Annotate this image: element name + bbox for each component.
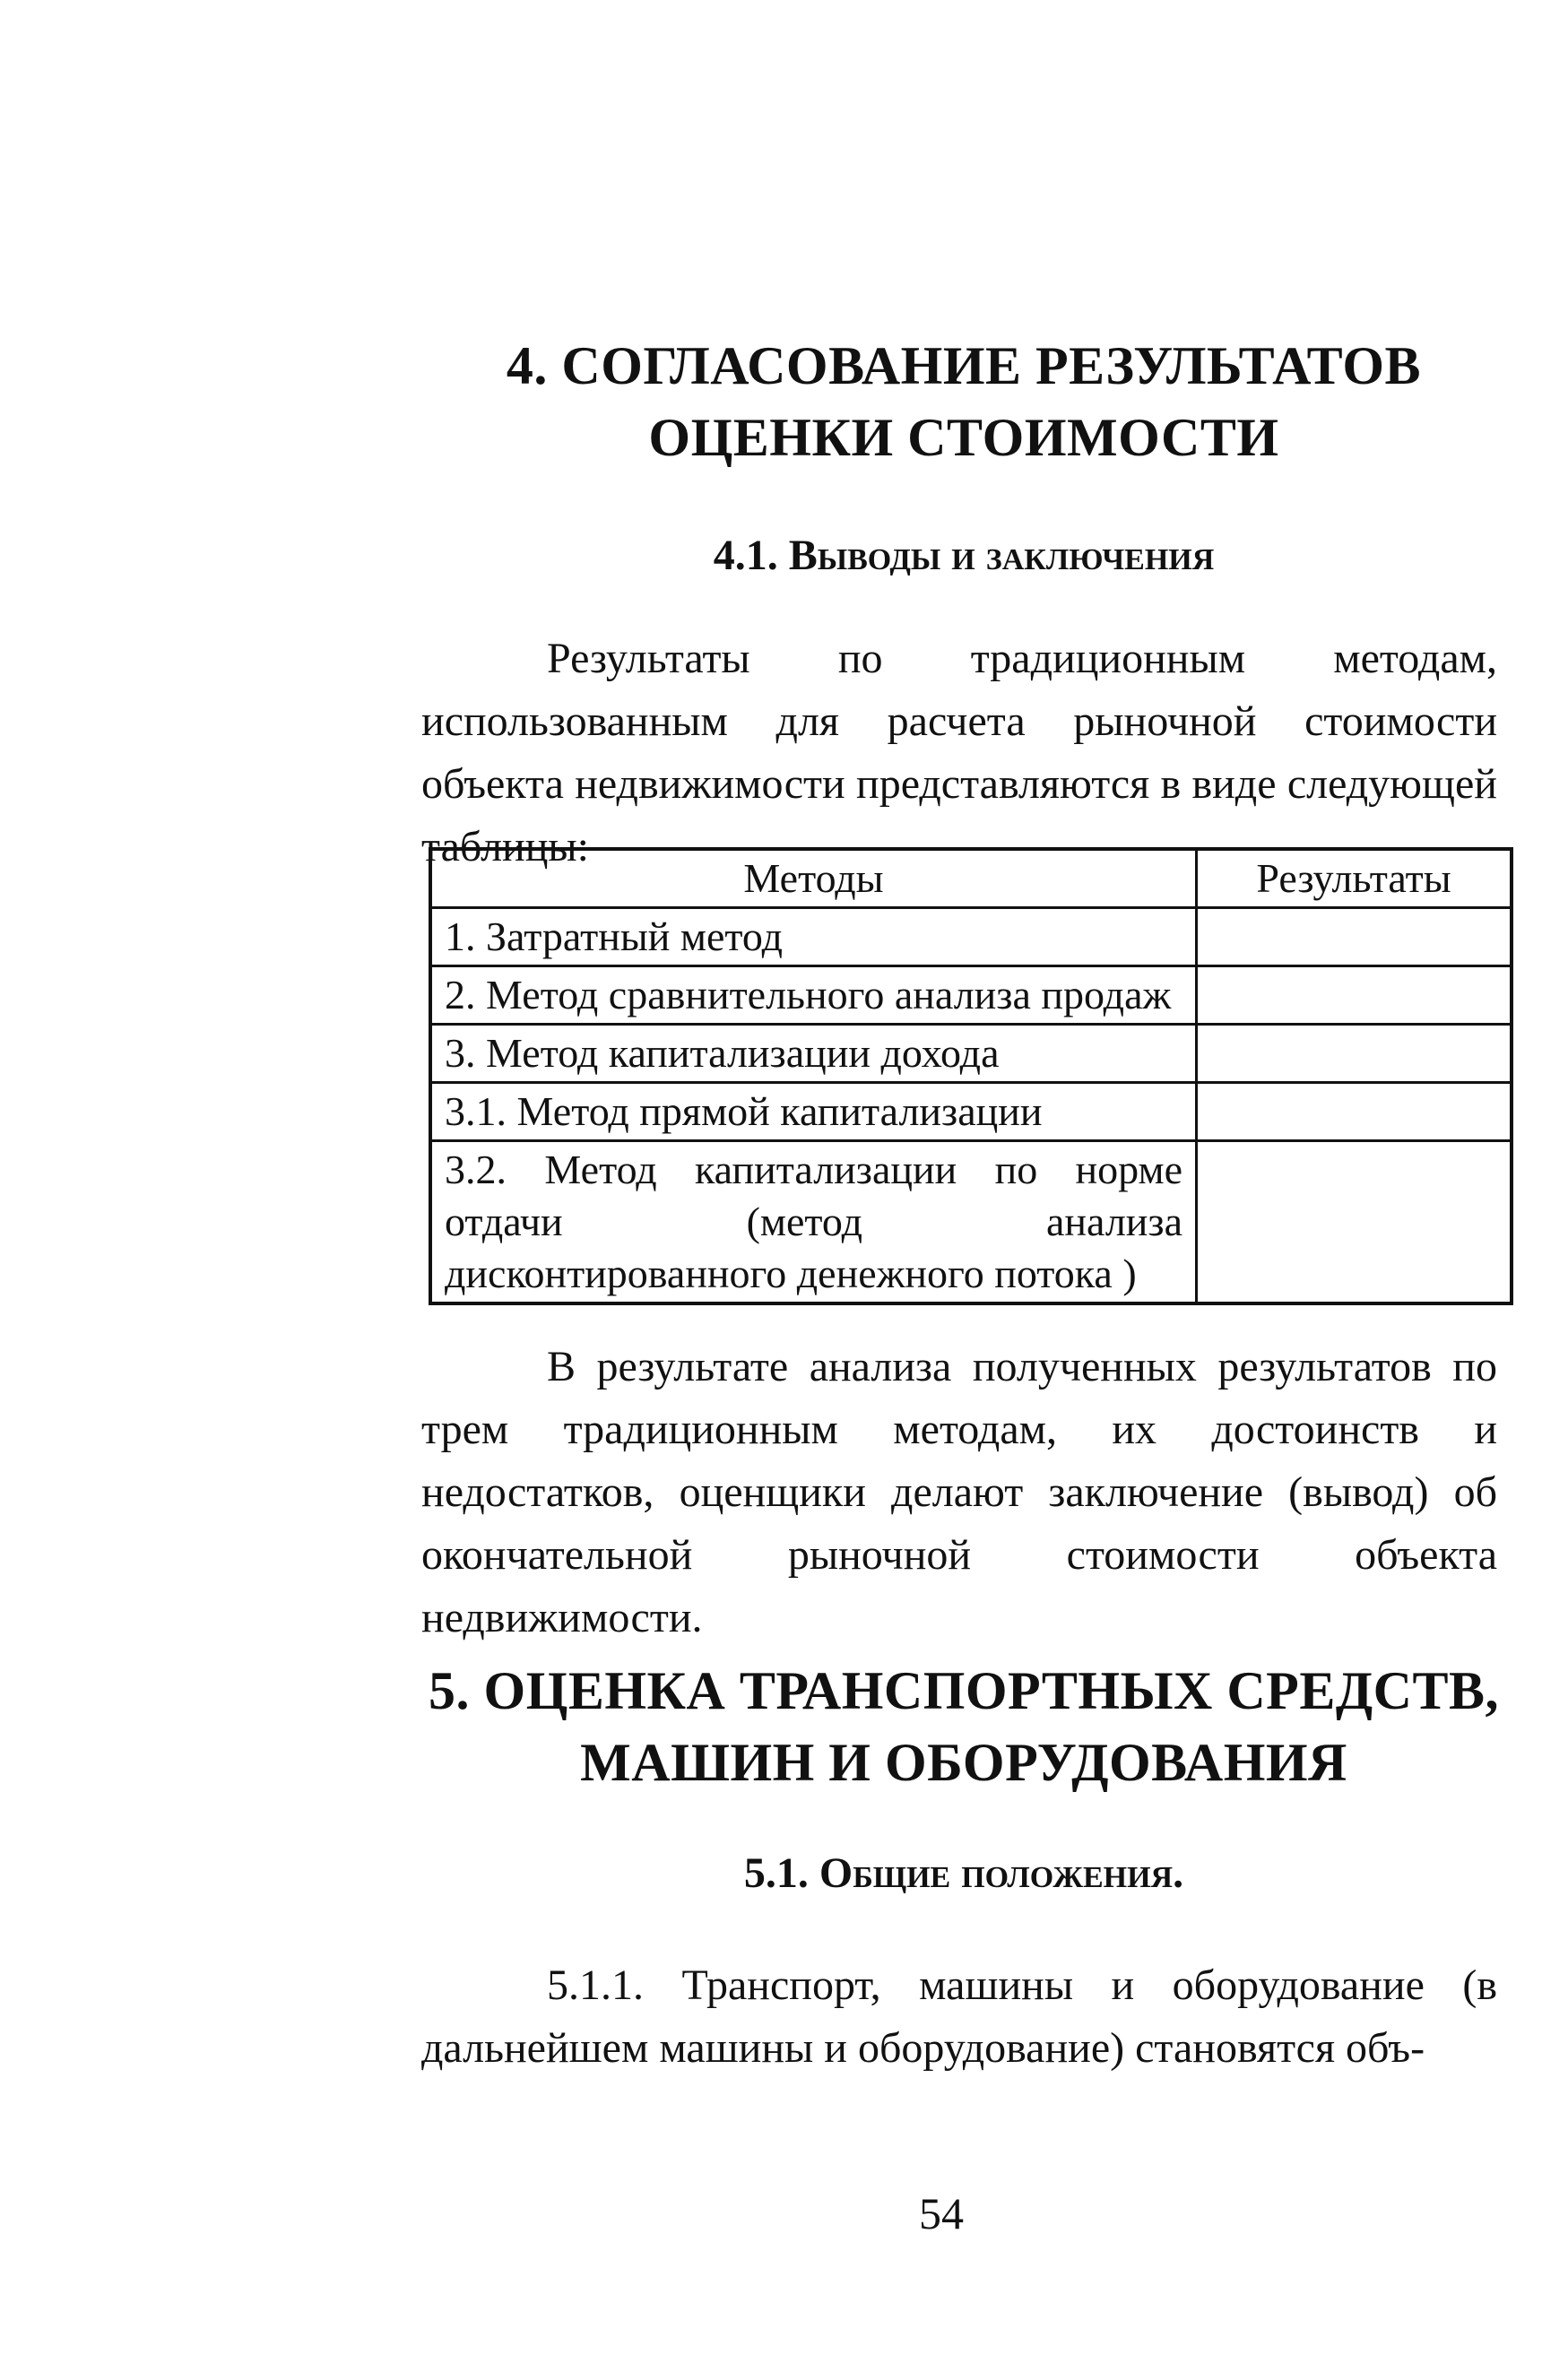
section-4-title-line1: 4. СОГЛАСОВАНИЕ РЕЗУЛЬТАТОВ: [506, 336, 1422, 395]
table-row: [430, 1025, 1512, 1083]
section-5-paragraph: 5.1.1. Транспорт, машины и оборудование (в дальнейшем машины и оборудование) становятся объ-: [421, 1961, 1497, 2072]
result-cell: [1197, 1141, 1512, 1304]
result-cell: [1197, 1025, 1512, 1083]
section-5-title: [421, 1655, 1506, 1798]
subsection-5-1-title: 5.1. Общие положения.: [743, 1849, 1184, 1897]
method-cell: 3.1. Метод прямой капитализации: [430, 1083, 1197, 1141]
result-cell: [1197, 966, 1512, 1025]
result-cell: [1197, 908, 1512, 966]
table-row: [430, 908, 1512, 966]
intro-paragraph: Результаты по традиционным методам, использованным для расчета рыночной стоимости объекта недвижимости представляются в виде следующей таблицы:: [421, 635, 1497, 870]
section-5-title-line2: МАШИН И ОБОРУДОВАНИЯ: [580, 1733, 1347, 1792]
header-results: Результаты: [1197, 849, 1512, 908]
method-cell: 1. Затратный метод: [430, 908, 1197, 966]
conclusion-paragraph: В результате анализа полученных результатов по трем традиционным методам, их достоинств и недостатков, оценщики делают заключение (вывод) об окончательной рыночной стоимости объекта недвижимости.: [421, 1343, 1497, 1641]
table-row: [430, 1141, 1512, 1304]
header-methods: Методы: [430, 849, 1197, 908]
method-cell: 2. Метод сравнительного анализа продаж: [430, 966, 1197, 1025]
methods-results-table: [429, 847, 1513, 1305]
table-header-row: [430, 849, 1512, 908]
result-cell: [1197, 1083, 1512, 1141]
table-row: [430, 966, 1512, 1025]
table-row: [430, 1083, 1512, 1141]
subsection-4-1-title: 4.1. Выводы и заключения: [713, 532, 1215, 579]
section-4-title-line2: ОЦЕНКИ СТОИМОСТИ: [648, 408, 1279, 467]
page-number: 54: [919, 2188, 964, 2238]
section-4-title: [421, 330, 1506, 473]
section-5-title-line1: 5. ОЦЕНКА ТРАНСПОРТНЫХ СРЕДСТВ,: [429, 1661, 1499, 1720]
method-cell: 3. Метод капитализации дохода: [430, 1025, 1197, 1083]
method-cell: 3.2. Метод капитализации по норме отдачи (метод анализа дисконтированного денежного потока ): [430, 1141, 1197, 1304]
